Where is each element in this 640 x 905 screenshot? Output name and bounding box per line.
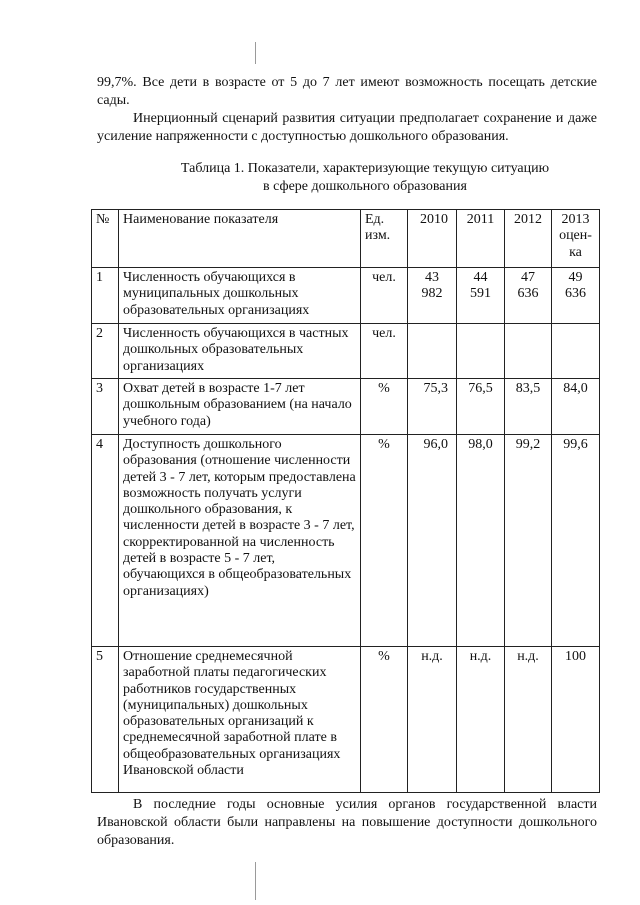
scan-mark-bottom: [255, 862, 256, 900]
row-2-2012: [505, 324, 552, 379]
header-2012: 2012: [505, 210, 552, 268]
table-caption-line2: в сфере дошкольного образования: [263, 179, 467, 194]
row-4-2010: 96,0: [408, 435, 457, 647]
table-row: [92, 435, 600, 647]
row-1-2010-part1: 43: [425, 270, 439, 285]
row-5-2012: н.д.: [505, 647, 552, 793]
row-1-name: Численность обучающихся в муниципальных дошкольных образовательных организациях: [119, 268, 361, 324]
header-unit: [361, 210, 408, 268]
row-2-2010: [408, 324, 457, 379]
row-2-num: 2: [92, 324, 119, 379]
row-1-2013-part2: 636: [565, 286, 586, 302]
scan-mark-top: [255, 42, 256, 64]
row-5-name: Отношение среднемесячной заработной платы педагогических работников государственных (муниципальных) дошкольных образовательных организаций к среднемесячной заработной плате в общеобразовательных организациях Ивановской области: [119, 647, 361, 793]
row-1-2013: [552, 268, 600, 324]
header-name: Наименование показателя: [119, 210, 361, 268]
row-4-2012: 99,2: [505, 435, 552, 647]
row-2-name: Численность обучающихся в частных дошкольных образовательных организациях: [119, 324, 361, 379]
paragraph-inertia: Инерционный сценарий развития ситуации предполагает сохранение и даже усиление напряженности с доступностью дошкольного образования.: [97, 111, 597, 144]
row-4-unit: %: [361, 435, 408, 647]
table-row: [92, 647, 600, 793]
paragraph-top: 99,7%. Все дети в возрасте от 5 до 7 лет имеют возможность посещать детские сады.: [97, 75, 597, 108]
table-row: [92, 324, 600, 379]
row-1-2011-part1: 44: [473, 270, 488, 285]
row-1-unit: чел.: [361, 268, 408, 324]
paragraph-bottom: В последние годы основные усилия органов государственной власти Ивановской области были направлены на повышение доступности дошкольного образования.: [97, 797, 597, 848]
table-row: [92, 379, 600, 435]
row-1-num: 1: [92, 268, 119, 324]
row-5-2011: н.д.: [457, 647, 505, 793]
row-1-2010: [408, 268, 457, 324]
row-5-2013: 100: [552, 647, 600, 793]
header-unit-line1: Ед.: [365, 212, 385, 227]
header-unit-line2: изм.: [365, 228, 391, 244]
row-3-unit: %: [361, 379, 408, 435]
indicators-table: [91, 209, 600, 793]
row-1-2011-part2: 591: [470, 286, 491, 302]
header-num: №: [92, 210, 119, 268]
row-3-name: Охват детей в возрасте 1-7 лет дошкольным образованием (на начало учебного года): [119, 379, 361, 435]
row-5-unit: %: [361, 647, 408, 793]
row-5-num: 5: [92, 647, 119, 793]
row-4-name: Доступность дошкольного образования (отношение численности детей 3 - 7 лет, которым предоставлена возможность получать услуги дошкольного образования, к численности детей в возрасте 3 - 7 лет, скорректированной на численность детей в возрасте 5 - 7 лет, обучающихся в общеобразовательных организациях): [119, 435, 361, 647]
row-2-unit: чел.: [361, 324, 408, 379]
row-2-2013: [552, 324, 600, 379]
row-2-2011: [457, 324, 505, 379]
row-1-2012-part1: 47: [521, 270, 535, 285]
row-1-2013-part1: 49: [568, 270, 583, 285]
header-2013: [552, 210, 600, 268]
row-4-2011: 98,0: [457, 435, 505, 647]
row-4-2013: 99,6: [552, 435, 600, 647]
row-1-2011: [457, 268, 505, 324]
row-3-num: 3: [92, 379, 119, 435]
row-1-2012: [505, 268, 552, 324]
table-header-row: [92, 210, 600, 268]
header-2013-line3: ка: [569, 244, 582, 260]
table-row: [92, 268, 600, 324]
row-3-2013: 84,0: [552, 379, 600, 435]
row-1-2010-part2: 982: [421, 286, 443, 302]
row-3-2012: 83,5: [505, 379, 552, 435]
row-3-2010: 75,3: [408, 379, 457, 435]
row-3-2011: 76,5: [457, 379, 505, 435]
header-2013-line2: оцен-: [559, 228, 592, 244]
header-2010: 2010: [408, 210, 457, 268]
table-caption-line1: Таблица 1. Показатели, характеризующие текущую ситуацию: [180, 161, 550, 176]
row-1-2012-part2: 636: [517, 286, 539, 302]
row-4-num: 4: [92, 435, 119, 647]
header-2013-line1: 2013: [561, 212, 590, 227]
header-2011: 2011: [457, 210, 505, 268]
row-5-2010: н.д.: [408, 647, 457, 793]
